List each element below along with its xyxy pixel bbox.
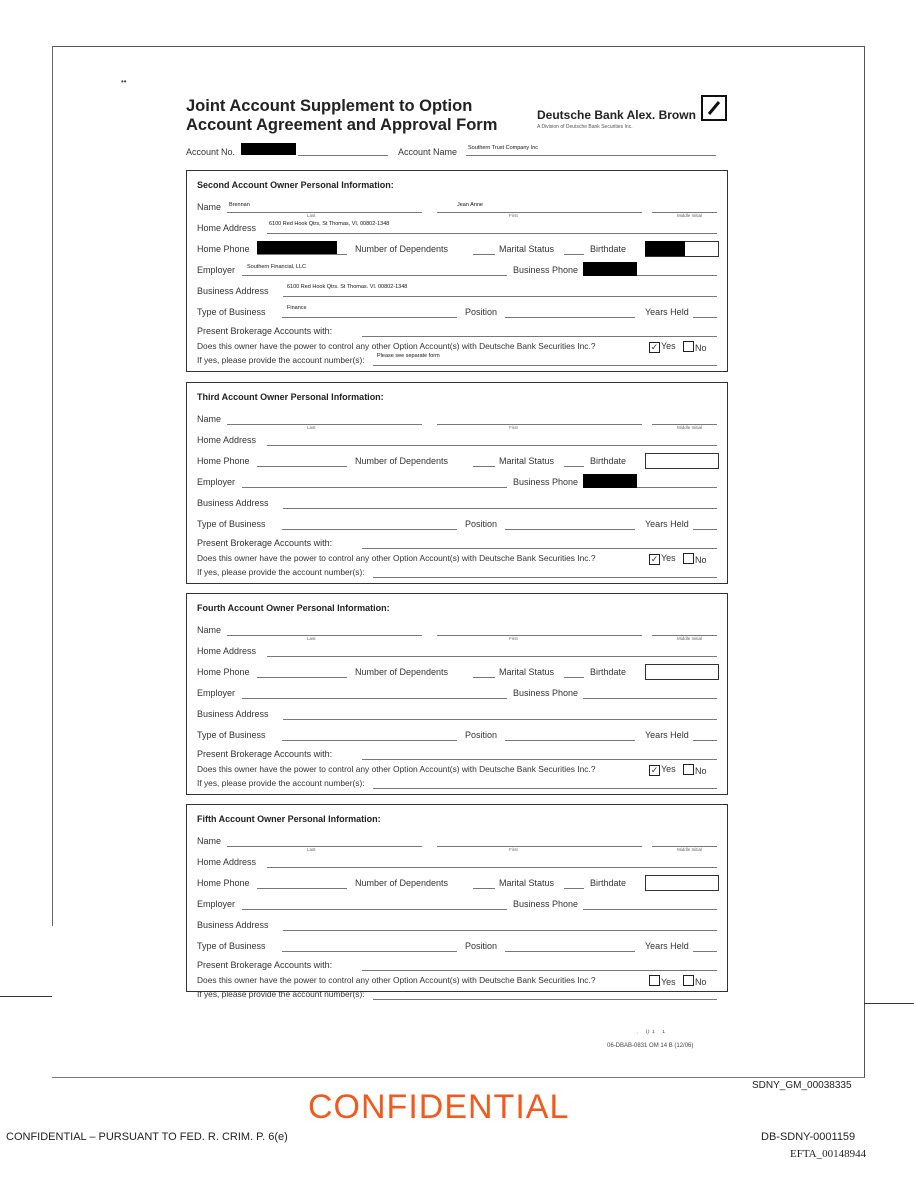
name-row <box>197 202 717 216</box>
business-type-row <box>197 730 717 744</box>
section-title: Third Account Owner Personal Information: <box>197 392 384 402</box>
last-hint: Last <box>307 425 316 430</box>
yes-label: Yes <box>661 341 676 351</box>
home-phone-label: Home Phone <box>197 244 250 254</box>
employer-row <box>197 265 717 279</box>
account-numbers-label: If yes, please provide the account number(s): <box>197 989 365 999</box>
first-hint: First <box>509 636 518 641</box>
employer-row <box>197 477 717 491</box>
last-name-field[interactable] <box>227 635 422 636</box>
account-numbers-field[interactable] <box>373 999 717 1000</box>
employer-label: Employer <box>197 265 236 275</box>
account-numbers-row <box>197 355 717 369</box>
position-label: Position <box>465 307 498 317</box>
account-name-label: Account Name <box>398 147 458 157</box>
home-address-label: Home Address <box>197 646 257 656</box>
no-checkbox[interactable] <box>683 341 694 352</box>
home-phone-label: Home Phone <box>197 878 250 888</box>
no-label: No <box>695 977 707 987</box>
years-held-label: Years Held <box>645 519 689 529</box>
no-option[interactable] <box>683 764 707 776</box>
name-label: Name <box>197 625 222 635</box>
account-numbers-row <box>197 778 717 792</box>
years-held-label: Years Held <box>645 941 689 951</box>
account-numbers-field[interactable] <box>373 577 717 578</box>
birthdate-label: Birthdate <box>590 667 627 677</box>
business-address-row <box>197 286 717 300</box>
account-no-field[interactable] <box>298 155 388 156</box>
no-label: No <box>695 343 707 353</box>
dependents-label: Number of Dependents <box>355 667 449 677</box>
years-held-label: Years Held <box>645 307 689 317</box>
home-address-field[interactable] <box>267 233 717 234</box>
confidential-stamp: CONFIDENTIAL <box>308 1088 570 1126</box>
section-title: Second Account Owner Personal Information: <box>197 180 394 190</box>
redaction-bar <box>257 241 337 254</box>
birthdate-field[interactable] <box>645 453 719 469</box>
confidentiality-legend: CONFIDENTIAL – PURSUANT TO FED. R. CRIM. P. 6(e) <box>6 1131 288 1143</box>
home-phone-field[interactable] <box>257 677 347 678</box>
account-numbers-row <box>197 567 717 581</box>
form-title <box>186 97 497 135</box>
marital-status-field[interactable] <box>564 888 584 889</box>
home-address-label: Home Address <box>197 435 257 445</box>
first-name-field[interactable] <box>437 212 642 213</box>
business-address-field[interactable] <box>283 930 717 931</box>
marital-status-label: Marital Status <box>499 244 555 254</box>
no-option[interactable] <box>683 341 707 353</box>
last-name-value: Brennan <box>229 202 250 208</box>
business-address-label: Business Address <box>197 709 269 719</box>
years-held-field[interactable] <box>693 740 717 741</box>
employer-label: Employer <box>197 899 236 909</box>
employer-row <box>197 899 717 913</box>
section-title: Fourth Account Owner Personal Information: <box>197 603 390 613</box>
owner-section-2 <box>186 170 728 372</box>
birthdate-field[interactable] <box>645 664 719 680</box>
home-address-row <box>197 223 717 237</box>
account-numbers-value: Please see separate form <box>377 353 440 359</box>
account-name-value: Southern Trust Company Inc <box>468 145 539 151</box>
yes-label: Yes <box>661 977 676 987</box>
bates-number: SDNY_GM_00038335 <box>752 1080 852 1091</box>
business-address-row <box>197 920 717 934</box>
redaction-bar <box>583 262 637 276</box>
type-of-business-label: Type of Business <box>197 730 266 740</box>
business-address-label: Business Address <box>197 286 269 296</box>
home-phone-field[interactable] <box>257 466 347 467</box>
home-address-row <box>197 435 717 449</box>
employer-field[interactable] <box>242 275 507 276</box>
dependents-field[interactable] <box>473 254 495 255</box>
business-phone-label: Business Phone <box>513 899 579 909</box>
name-label: Name <box>197 836 222 846</box>
crop-line-right <box>864 1003 914 1004</box>
phone-row <box>197 667 717 681</box>
section-title: Fifth Account Owner Personal Information: <box>197 814 381 824</box>
owner-section-5 <box>186 804 728 999</box>
power-question-row <box>197 764 717 778</box>
brokerage-field[interactable] <box>362 759 717 760</box>
position-field[interactable] <box>505 740 635 741</box>
home-phone-label: Home Phone <box>197 456 250 466</box>
type-of-business-value: Finance <box>287 305 307 311</box>
employer-value: Southern Financial, LLC <box>247 264 307 270</box>
marital-status-field[interactable] <box>564 466 584 467</box>
years-held-label: Years Held <box>645 730 689 740</box>
birthdate-field[interactable] <box>645 875 719 891</box>
position-field[interactable] <box>505 529 635 530</box>
marital-status-label: Marital Status <box>499 456 555 466</box>
no-label: No <box>695 766 707 776</box>
first-name-field[interactable] <box>437 424 642 425</box>
yes-option[interactable] <box>649 341 676 353</box>
yes-checkbox[interactable]: ✓ <box>650 342 659 352</box>
employer-label: Employer <box>197 688 236 698</box>
phone-row <box>197 878 717 892</box>
business-address-row <box>197 709 717 723</box>
last-hint: Last <box>307 847 316 852</box>
page-mark: · ᵁ¹ ¹ <box>636 1030 668 1037</box>
last-name-field[interactable] <box>227 424 422 425</box>
account-numbers-label: If yes, please provide the account number(s): <box>197 567 365 577</box>
marital-status-label: Marital Status <box>499 667 555 677</box>
name-row <box>197 414 717 428</box>
name-label: Name <box>197 414 222 424</box>
first-name-field[interactable] <box>437 635 642 636</box>
business-type-row <box>197 519 717 533</box>
no-option[interactable] <box>683 553 707 565</box>
employer-field[interactable] <box>242 487 507 488</box>
yes-option[interactable] <box>649 764 676 776</box>
marital-status-field[interactable] <box>564 254 584 255</box>
account-numbers-label: If yes, please provide the account number(s): <box>197 355 365 365</box>
years-held-field[interactable] <box>693 317 717 318</box>
business-address-label: Business Address <box>197 920 269 930</box>
last-name-field[interactable] <box>227 846 422 847</box>
business-type-row <box>197 307 717 321</box>
dependents-label: Number of Dependents <box>355 244 449 254</box>
position-field[interactable] <box>505 317 635 318</box>
years-held-field[interactable] <box>693 529 717 530</box>
middle-hint: Middle Initial <box>677 213 703 218</box>
employer-row <box>197 688 717 702</box>
power-question-row <box>197 975 717 989</box>
position-label: Position <box>465 519 498 529</box>
power-question-label: Does this owner have the power to control any other Option Account(s) with Deutsche Bank Securities Inc.? <box>197 975 596 985</box>
brand-subtitle: A Division of Deutsche Bank Securities Inc. <box>537 124 633 130</box>
type-of-business-field[interactable] <box>282 529 457 530</box>
efta-number: EFTA_00148944 <box>790 1148 867 1160</box>
position-label: Position <box>465 730 498 740</box>
name-row <box>197 625 717 639</box>
owner-section-4 <box>186 593 728 795</box>
brokerage-label: Present Brokerage Accounts with: <box>197 749 333 759</box>
home-address-row <box>197 646 717 660</box>
type-of-business-label: Type of Business <box>197 941 266 951</box>
home-address-field[interactable] <box>267 445 717 446</box>
brand-name: Deutsche Bank Alex. Brown <box>537 108 696 122</box>
marital-status-field[interactable] <box>564 677 584 678</box>
first-hint: First <box>509 213 518 218</box>
no-checkbox[interactable] <box>683 553 694 564</box>
account-numbers-field[interactable] <box>373 365 717 366</box>
first-hint: First <box>509 847 518 852</box>
no-checkbox[interactable] <box>683 764 694 775</box>
account-no-label: Account No. <box>186 147 236 157</box>
dependents-label: Number of Dependents <box>355 878 449 888</box>
type-of-business-field[interactable] <box>282 317 457 318</box>
brokerage-row <box>197 749 717 763</box>
first-hint: First <box>509 425 518 430</box>
business-phone-field[interactable] <box>583 698 717 699</box>
account-numbers-row <box>197 989 717 1003</box>
home-address-value: 6100 Red Hook Qtrs, St Thomas, VI, 00802-1348 <box>269 221 390 227</box>
brokerage-field[interactable] <box>362 336 717 337</box>
power-question-row <box>197 341 717 355</box>
last-hint: Last <box>307 636 316 641</box>
name-label: Name <box>197 202 222 212</box>
middle-hint: Middle Initial <box>677 847 703 852</box>
employer-label: Employer <box>197 477 236 487</box>
marital-status-label: Marital Status <box>499 878 555 888</box>
yes-label: Yes <box>661 764 676 774</box>
phone-row <box>197 244 717 258</box>
brokerage-row <box>197 538 717 552</box>
no-checkbox[interactable] <box>683 975 694 986</box>
business-phone-label: Business Phone <box>513 265 579 275</box>
redaction-bar <box>645 241 685 256</box>
account-numbers-label: If yes, please provide the account number(s): <box>197 778 365 788</box>
form-title-line-2: Account Agreement and Approval Form <box>186 116 498 134</box>
form-code: 06-DBAB-0831 OM 14 B (12/06) <box>607 1043 694 1049</box>
dependents-field[interactable] <box>473 888 495 889</box>
home-address-field[interactable] <box>267 867 717 868</box>
business-address-field[interactable] <box>283 719 717 720</box>
business-phone-label: Business Phone <box>513 477 579 487</box>
middle-hint: Middle Initial <box>677 425 703 430</box>
dependents-field[interactable] <box>473 677 495 678</box>
brokerage-label: Present Brokerage Accounts with: <box>197 960 333 970</box>
first-name-field[interactable] <box>437 846 642 847</box>
business-phone-field[interactable] <box>583 909 717 910</box>
yes-option[interactable] <box>649 553 676 565</box>
brokerage-row <box>197 326 717 340</box>
brokerage-label: Present Brokerage Accounts with: <box>197 538 333 548</box>
home-phone-field[interactable] <box>257 254 347 255</box>
birthdate-label: Birthdate <box>590 456 627 466</box>
power-question-label: Does this owner have the power to control any other Option Account(s) with Deutsche Bank Securities Inc.? <box>197 764 596 774</box>
home-address-field[interactable] <box>267 656 717 657</box>
yes-checkbox[interactable]: ✓ <box>650 554 659 564</box>
name-row <box>197 836 717 850</box>
type-of-business-field[interactable] <box>282 951 457 952</box>
brokerage-label: Present Brokerage Accounts with: <box>197 326 333 336</box>
account-row <box>186 145 716 159</box>
owner-section-3 <box>186 382 728 584</box>
power-question-label: Does this owner have the power to control any other Option Account(s) with Deutsche Bank Securities Inc.? <box>197 553 596 563</box>
yes-label: Yes <box>661 553 676 563</box>
middle-hint: Middle Initial <box>677 636 703 641</box>
years-held-field[interactable] <box>693 951 717 952</box>
home-phone-field[interactable] <box>257 888 347 889</box>
account-numbers-field[interactable] <box>373 788 717 789</box>
type-of-business-field[interactable] <box>282 740 457 741</box>
no-option[interactable] <box>683 975 707 987</box>
redaction-bar <box>241 143 296 155</box>
birthdate-label: Birthdate <box>590 878 627 888</box>
yes-checkbox[interactable]: ✓ <box>650 765 659 775</box>
position-field[interactable] <box>505 951 635 952</box>
db-bates-number: DB-SDNY-0001159 <box>761 1131 856 1143</box>
dependents-field[interactable] <box>473 466 495 467</box>
first-name-value: Jean Anne <box>457 202 483 208</box>
business-address-field[interactable] <box>283 296 717 297</box>
type-of-business-label: Type of Business <box>197 519 266 529</box>
scan-edge <box>52 46 53 926</box>
power-question-row <box>197 553 717 567</box>
business-type-row <box>197 941 717 955</box>
yes-checkbox[interactable] <box>649 975 660 986</box>
business-address-field[interactable] <box>283 508 717 509</box>
form-title-line-1: Joint Account Supplement to Option <box>186 97 473 115</box>
brokerage-field[interactable] <box>362 970 717 971</box>
brokerage-row <box>197 960 717 974</box>
yes-option[interactable] <box>649 975 676 987</box>
crop-line-left <box>0 996 52 997</box>
position-label: Position <box>465 941 498 951</box>
business-phone-label: Business Phone <box>513 688 579 698</box>
employer-field[interactable] <box>242 909 507 910</box>
business-address-label: Business Address <box>197 498 269 508</box>
dependents-label: Number of Dependents <box>355 456 449 466</box>
account-name-field[interactable] <box>466 155 716 156</box>
redaction-bar <box>583 474 637 488</box>
deutsche-bank-logo-icon <box>701 95 727 121</box>
last-name-field[interactable] <box>227 212 422 213</box>
power-question-label: Does this owner have the power to control any other Option Account(s) with Deutsche Bank Securities Inc.? <box>197 341 596 351</box>
birthdate-label: Birthdate <box>590 244 627 254</box>
employer-field[interactable] <box>242 698 507 699</box>
home-address-label: Home Address <box>197 857 257 867</box>
brokerage-field[interactable] <box>362 548 717 549</box>
type-of-business-label: Type of Business <box>197 307 266 317</box>
home-address-row <box>197 857 717 871</box>
no-label: No <box>695 555 707 565</box>
business-address-row <box>197 498 717 512</box>
scan-speck: •• <box>121 77 127 86</box>
last-hint: Last <box>307 213 316 218</box>
home-phone-label: Home Phone <box>197 667 250 677</box>
home-address-label: Home Address <box>197 223 257 233</box>
phone-row <box>197 456 717 470</box>
business-address-value: 6100 Red Hook Qtrs. St Thomas. VI. 00802-1348 <box>287 284 408 290</box>
